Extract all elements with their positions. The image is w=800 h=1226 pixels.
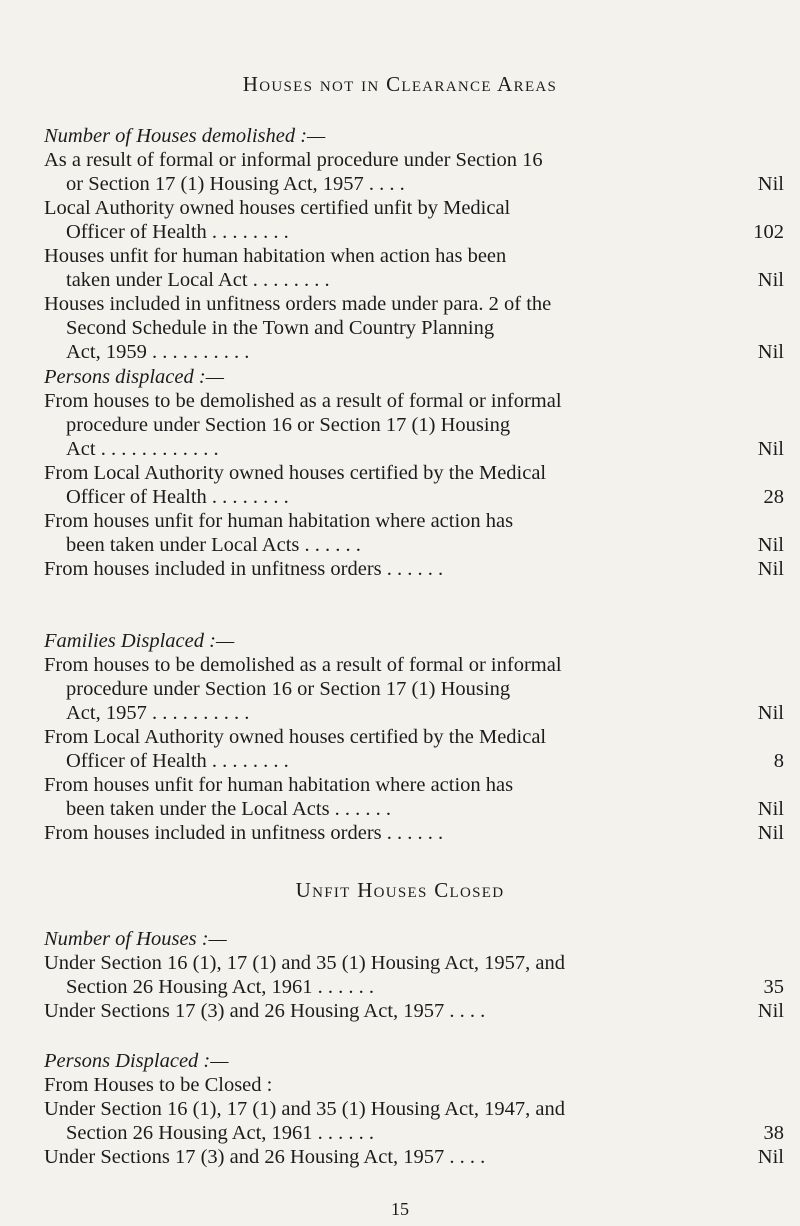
list-item: From houses included in unfitness orders . . . . . . Nil	[44, 558, 784, 580]
entry-value: 8	[773, 750, 784, 772]
section-persons-displaced	[44, 365, 794, 581]
section-families-displaced	[44, 629, 794, 845]
entry-value: Nil	[757, 1000, 784, 1022]
list-item: Under Sections 17 (3) and 26 Housing Act, 1957 . . . . Nil	[44, 1146, 784, 1168]
list-item: Under Section 16 (1), 17 (1) and 35 (1) Housing Act, 1957, and Section 26 Housing Act, 1961 . . . . . . 35	[44, 952, 784, 998]
page-heading: Houses not in Clearance Areas	[242, 72, 558, 96]
section-title: Number of Houses :—	[44, 928, 227, 950]
section-title: Persons displaced :—	[44, 366, 224, 388]
section-title: Persons Displaced :—	[44, 1050, 229, 1072]
list-item: Under Sections 17 (3) and 26 Housing Act, 1957 . . . . Nil	[44, 1000, 784, 1022]
list-item: From houses unfit for human habitation where action has been taken under Local Acts . . . . . . Nil	[44, 510, 784, 556]
entry-value: 102	[753, 221, 784, 243]
entry-value: Nil	[757, 534, 784, 556]
entry-value: Nil	[757, 1146, 784, 1168]
list-item: Under Section 16 (1), 17 (1) and 35 (1) Housing Act, 1947, and Section 26 Housing Act, 1961 . . . . . . 38	[44, 1098, 784, 1144]
entry-value: Nil	[757, 341, 784, 363]
section-title: Number of Houses demolished :—	[44, 125, 326, 147]
list-item: Houses unfit for human habitation when action has been taken under Local Act . . . . . . . . Nil	[44, 245, 784, 291]
entry-value: 38	[763, 1122, 784, 1144]
list-item: From Local Authority owned houses certified by the Medical Officer of Health . . . . . . . . 28	[44, 462, 784, 508]
section-closed-persons-displaced	[44, 1049, 794, 1169]
list-item: From houses to be demolished as a result of formal or informal procedure under Section 16 or Section 17 (1) Housing Act . . . . . . . . . . . . Nil	[44, 390, 784, 460]
section-subtitle: From Houses to be Closed :	[44, 1074, 273, 1096]
entry-value: Nil	[757, 558, 784, 580]
closed-heading: Unfit Houses Closed	[295, 878, 505, 902]
entry-value: Nil	[757, 173, 784, 195]
list-item: From houses included in unfitness orders . . . . . . Nil	[44, 822, 784, 844]
entry-value: Nil	[757, 438, 784, 460]
entry-value: 35	[763, 976, 784, 998]
list-item: From Local Authority owned houses certified by the Medical Officer of Health . . . . . . . . 8	[44, 726, 784, 772]
section-houses-demolished	[44, 124, 794, 364]
list-item: From houses to be demolished as a result of formal or informal procedure under Section 16 or Section 17 (1) Housing Act, 1957 . . . . . . . . . . Nil	[44, 654, 784, 724]
entry-value: Nil	[757, 798, 784, 820]
section-number-of-houses	[44, 927, 794, 1023]
list-item: As a result of formal or informal procedure under Section 16 or Section 17 (1) Housing Act, 1957 . . . . Nil	[44, 149, 784, 195]
list-item: Local Authority owned houses certified unfit by Medical Officer of Health . . . . . . . . 102	[44, 197, 784, 243]
entry-value: Nil	[757, 702, 784, 724]
list-item: Houses included in unfitness orders made under para. 2 of the Second Schedule in the Town and Country Planning Act, 1959 . . . . . . . . . . Nil	[44, 293, 784, 363]
entry-value: Nil	[757, 269, 784, 291]
list-item: From houses unfit for human habitation where action has been taken under the Local Acts . . . . . . Nil	[44, 774, 784, 820]
entry-value: 28	[763, 486, 784, 508]
entry-value: Nil	[757, 822, 784, 844]
page-number: 15	[391, 1199, 409, 1219]
section-title: Families Displaced :—	[44, 630, 235, 652]
